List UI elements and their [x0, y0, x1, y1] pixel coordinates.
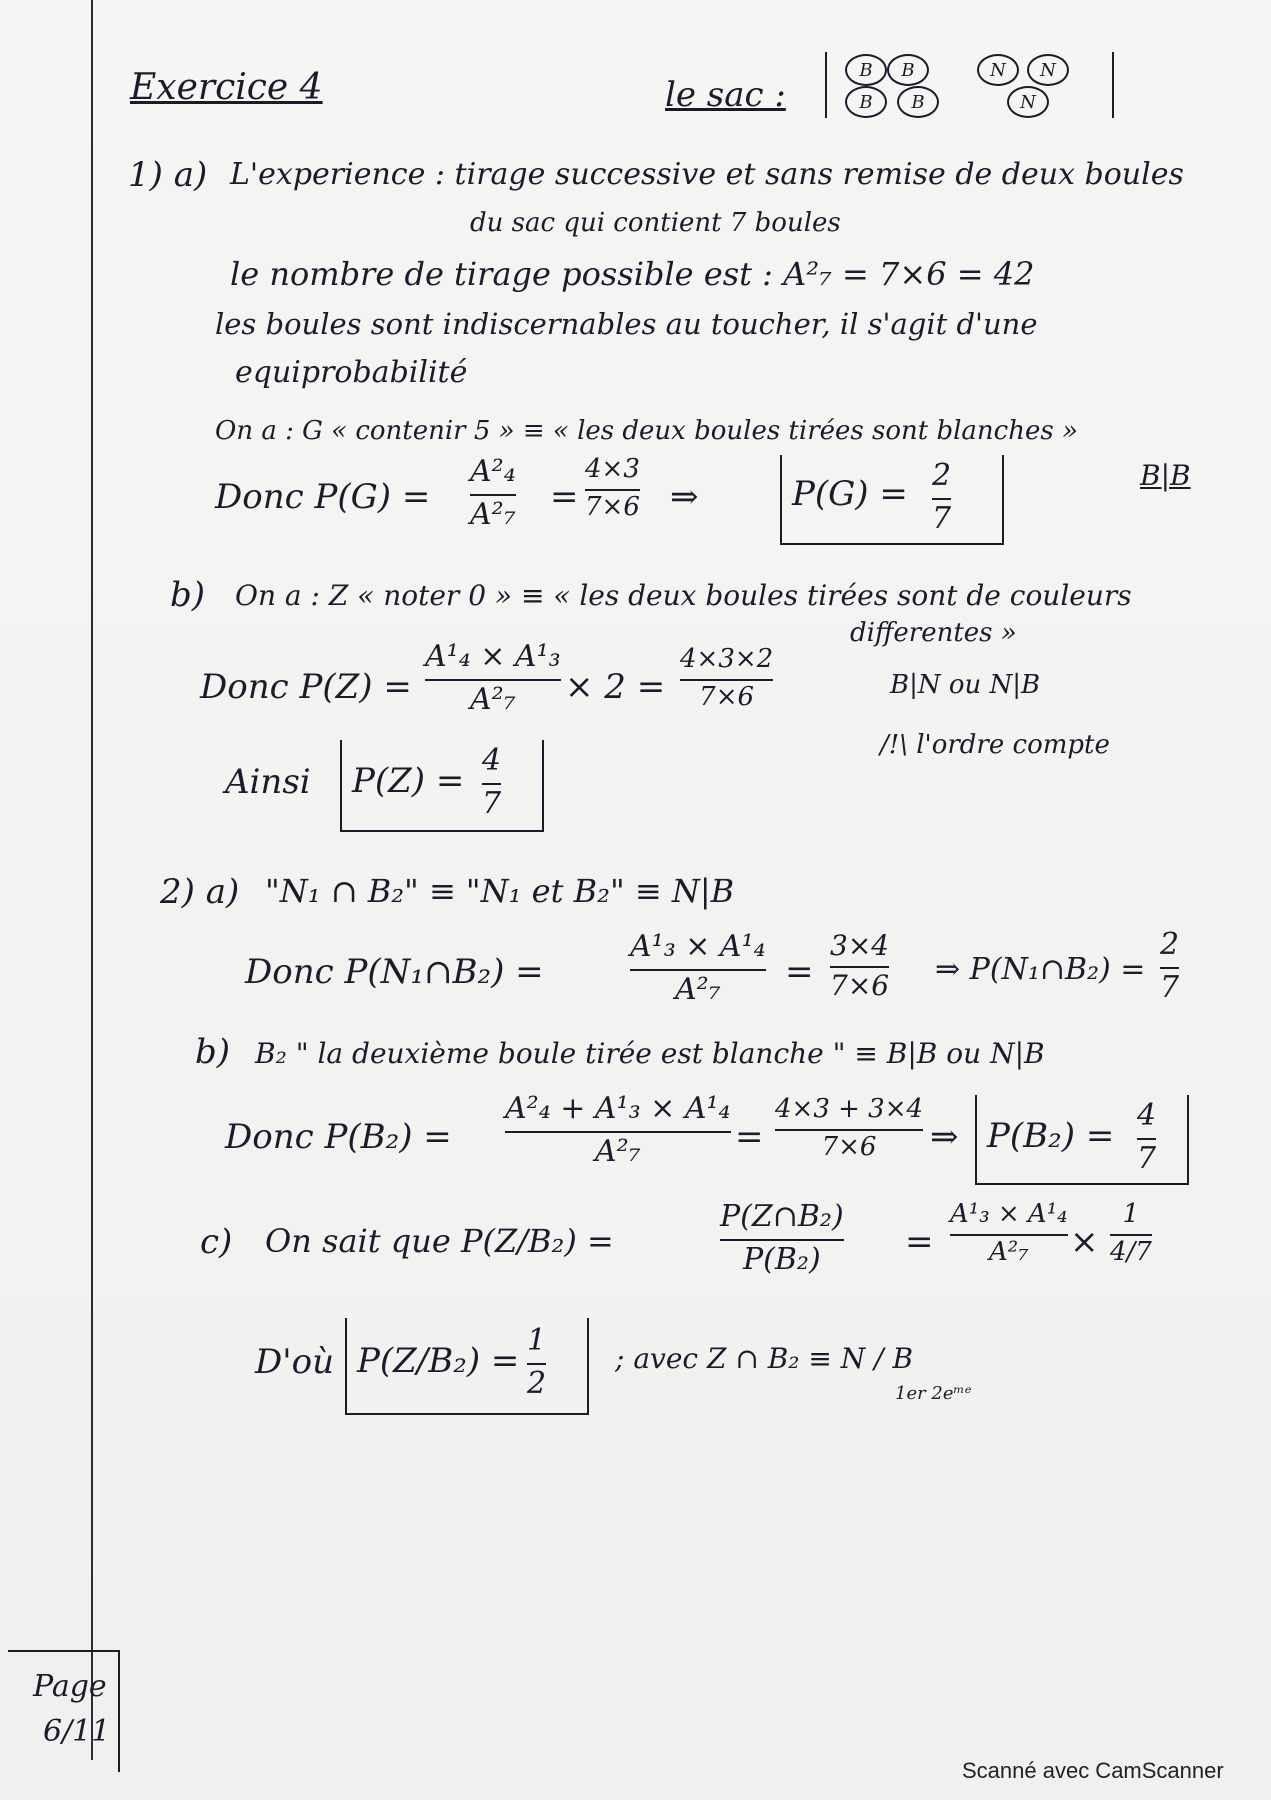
denominator: 7	[1160, 969, 1180, 1005]
camscanner-watermark: Scanné avec CamScanner	[962, 1758, 1224, 1783]
denominator: 7	[482, 785, 502, 821]
denominator: 7×6	[585, 491, 640, 522]
q2c-label: c)	[200, 1222, 233, 1262]
result-lhs: P(Z/B₂) =	[357, 1341, 520, 1381]
q2b-fraction-1	[505, 1092, 731, 1169]
q2b-result-box	[975, 1095, 1189, 1185]
q2b-label: b)	[195, 1032, 231, 1072]
denominator: 7	[932, 500, 952, 536]
ball-icon: B	[887, 54, 929, 86]
q2c-avec: ; avec Z ∩ B₂ ≡ N / B	[615, 1342, 914, 1375]
q2c-result-box	[345, 1318, 589, 1415]
denominator: 7×6	[830, 969, 890, 1003]
denominator: A²₇	[470, 496, 516, 532]
q1b-note1: B|N ou N|B	[890, 670, 1041, 700]
numerator: 1	[1122, 1199, 1140, 1229]
denominator: P(B₂)	[742, 1241, 821, 1277]
q2b-line1: B₂ " la deuxième boule tirée est blanche " ≡ B|B ou N|B	[255, 1037, 1045, 1070]
q2c-fraction-2	[950, 1200, 1068, 1268]
result-fraction	[1137, 1099, 1156, 1176]
q2a-label: 2) a)	[160, 872, 240, 912]
q1a-label: 1) a)	[128, 155, 208, 195]
denominator: 4/7	[1110, 1236, 1152, 1267]
exercise-title: Exercice 4	[130, 67, 323, 108]
q1a-result-box	[780, 455, 1004, 545]
denominator: A²₇	[594, 1133, 641, 1169]
numerator: 2	[932, 458, 952, 493]
ball-icon: B	[897, 86, 939, 118]
q1a-line6: On a : G « contenir 5 » ≡ « les deux boules tirées sont blanches »	[215, 416, 1078, 446]
q1a-line5: equiprobabilité	[235, 355, 468, 390]
q2a-implies: ⇒ P(N₁∩B₂) =	[935, 952, 1146, 987]
result-lhs: P(Z) =	[352, 761, 465, 801]
ball-icon: B	[845, 86, 887, 118]
result-fraction	[482, 744, 501, 821]
numerator: 3×4	[830, 929, 890, 962]
q1b-times2: × 2 =	[565, 667, 666, 707]
ball-icon: N	[977, 54, 1019, 86]
numerator: A¹₃ × A¹₄	[630, 929, 766, 964]
q1b-ainsi: Ainsi	[225, 762, 311, 802]
q1b-line2: differentes »	[850, 618, 1017, 648]
page-label: Page	[33, 1669, 107, 1704]
q1b-note2: /!\ l'ordre compte	[880, 730, 1110, 760]
denominator: A²₇	[988, 1236, 1029, 1267]
denominator: 7×6	[699, 681, 755, 712]
numerator: 4×3	[585, 454, 640, 484]
q2c-line1: On sait que P(Z/B₂) =	[265, 1222, 614, 1260]
q1b-fraction-1	[425, 640, 561, 717]
q2a-donc: Donc P(N₁∩B₂) =	[245, 952, 544, 992]
q2a-fraction-1	[630, 930, 766, 1007]
result-fraction	[527, 1324, 546, 1401]
q2c-fraction-3	[1110, 1200, 1152, 1268]
result-lhs: P(B₂) =	[987, 1116, 1115, 1156]
q2a-line1: "N₁ ∩ B₂" ≡ "N₁ et B₂" ≡ N|B	[265, 872, 735, 910]
numerator: 4	[1137, 1098, 1157, 1133]
numerator: 2	[1160, 927, 1180, 962]
q1a-fraction-2	[585, 455, 640, 523]
numerator: P(Z∩B₂)	[720, 1199, 844, 1234]
numerator: A²₄	[470, 454, 516, 489]
q2a-fraction-2	[830, 930, 889, 1002]
q1a-line4: les boules sont indiscernables au toucher, il s'agit d'une	[215, 307, 1038, 341]
denominator: 2	[527, 1365, 547, 1401]
q1b-result-box	[340, 740, 544, 832]
ball-icon: N	[1007, 86, 1049, 118]
q1b-fraction-2	[680, 645, 773, 713]
equals: =	[785, 952, 814, 992]
q1a-line1: L'experience : tirage successive et sans remise de deux boules	[230, 157, 1184, 192]
q1b-donc: Donc P(Z) =	[200, 667, 412, 707]
times: ×	[1070, 1222, 1099, 1262]
q2a-result-fraction	[1160, 928, 1179, 1005]
result-lhs: P(G) =	[792, 474, 908, 514]
q2b-donc: Donc P(B₂) =	[225, 1117, 452, 1157]
denominator: 7	[1137, 1140, 1157, 1176]
q2c-sub: 1er 2eᵐᵉ	[895, 1383, 972, 1404]
q2c-dou: D'où	[255, 1342, 334, 1382]
page-number: 6/11	[43, 1714, 111, 1749]
page-number-box	[8, 1650, 120, 1772]
q1b-line1: On a : Z « noter 0 » ≡ « les deux boules tirées sont de couleurs	[235, 579, 1132, 612]
numerator: A¹₄ × A¹₃	[425, 639, 561, 674]
denominator: 7×6	[821, 1131, 877, 1162]
margin-line	[91, 0, 93, 1760]
numerator: 4×3×2	[680, 644, 774, 674]
denominator: A²₇	[674, 971, 721, 1007]
equals: =	[550, 477, 579, 517]
numerator: 4×3 + 3×4	[775, 1094, 924, 1124]
numerator: 4	[482, 743, 502, 778]
sac-box	[825, 52, 1114, 118]
implies: ⇒	[930, 1117, 959, 1157]
ball-icon: B	[845, 54, 887, 86]
equals: =	[905, 1222, 934, 1262]
q1a-fraction-1	[470, 455, 516, 532]
denominator: A²₇	[469, 681, 516, 717]
implies: ⇒	[670, 477, 699, 517]
q2c-fraction-1	[720, 1200, 844, 1277]
numerator: 1	[527, 1323, 547, 1358]
q1a-donc: Donc P(G) =	[215, 477, 431, 517]
sac-label: le sac :	[665, 75, 786, 115]
q1a-note: B|B	[1140, 459, 1191, 492]
q2b-fraction-2	[775, 1095, 923, 1163]
ball-icon: N	[1027, 54, 1069, 86]
q1a-line2: du sac qui contient 7 boules	[470, 208, 841, 238]
equals: =	[735, 1117, 764, 1157]
result-fraction	[932, 459, 951, 536]
q1a-line3: le nombre de tirage possible est : A²₇ = 7×6 = 42	[230, 255, 1035, 293]
numerator: A²₄ + A¹₃ × A¹₄	[505, 1091, 731, 1126]
q1b-label: b)	[170, 575, 206, 615]
numerator: A¹₃ × A¹₄	[950, 1199, 1068, 1229]
